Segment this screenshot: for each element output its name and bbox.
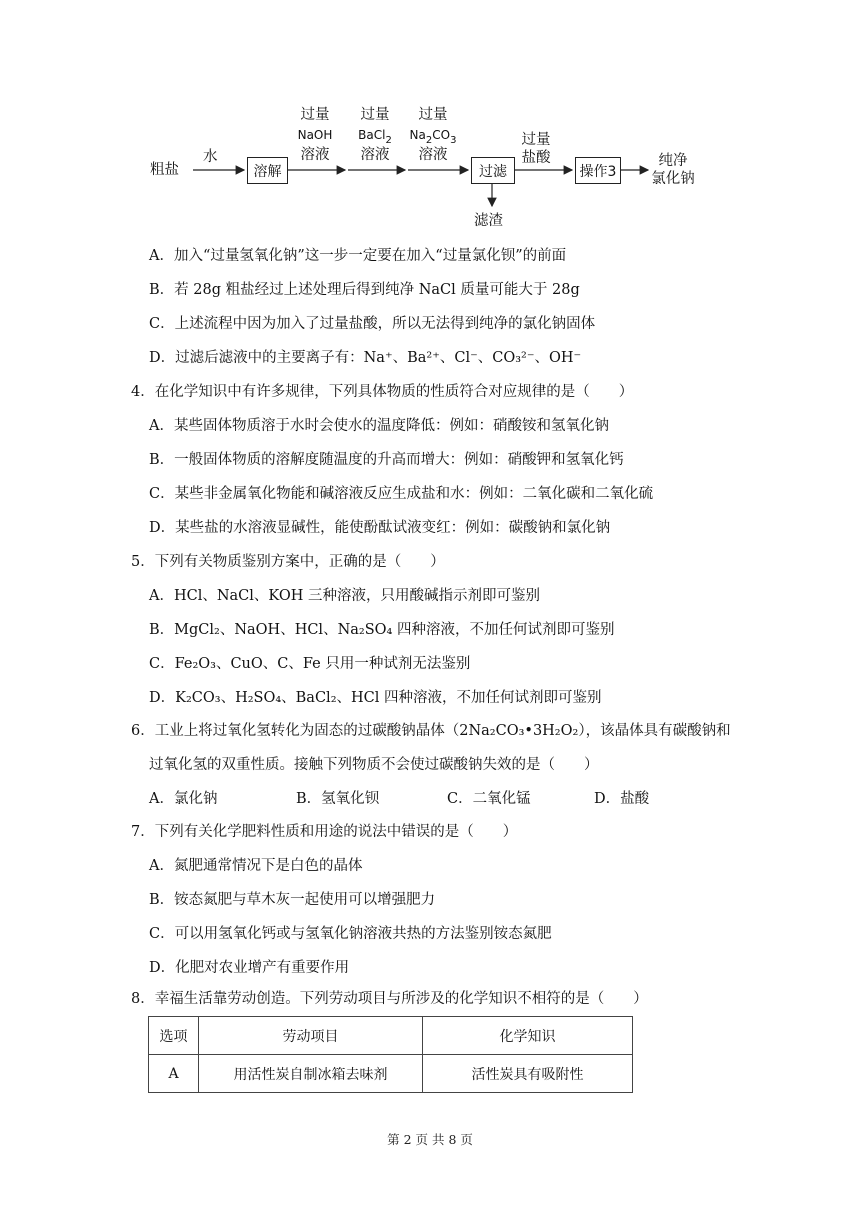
reagent3-line3: 溶液 (418, 147, 448, 163)
q6-option-a: A．氯化钠 (149, 791, 218, 807)
q6-stem-line1: 6．工业上将过氧化氢转化为固态的过碳酸钠晶体（2Na₂CO₃•3H₂O₂），该晶体具有碳酸钠和 (131, 723, 731, 739)
flow-dissolve-label: 溶解 (253, 163, 282, 180)
flow-dissolve-box (247, 157, 288, 184)
q5-option-c: C．Fe₂O₃、CuO、C、Fe 只用一种试剂无法鉴别 (149, 656, 471, 672)
flow-filter-label: 过滤 (479, 163, 507, 180)
flow-water-label: 水 (203, 149, 218, 165)
q4-option-a: A．某些固体物质溶于水时会使水的温度降低：例如：硝酸铵和氢氧化钠 (149, 418, 609, 434)
table-header-knowledge: 化学知识 (423, 1017, 633, 1055)
q4-option-c: C．某些非金属氧化物能和碱溶液反应生成盐和水：例如：二氧化碳和二氧化硫 (149, 486, 654, 502)
reagent3-line1: 过量 (418, 107, 448, 123)
acid-line1: 过量 (521, 132, 551, 148)
q5-option-b: B．MgCl₂、NaOH、HCl、Na₂SO₄ 四种溶液，不加任何试剂即可鉴别 (149, 622, 615, 638)
flow-diagram (0, 0, 860, 245)
q3-option-b: B．若 28g 粗盐经过上述处理后得到纯净 NaCl 质量可能大于 28g (149, 282, 580, 298)
flow-reagent2 (351, 106, 399, 164)
end-line1: 纯净 (658, 153, 688, 169)
q3-option-a: A．加入“过量氢氧化钠”这一步一定要在加入“过量氯化钡”的前面 (149, 248, 567, 264)
reagent1-line3: 溶液 (300, 147, 330, 163)
flow-end (648, 152, 698, 188)
flow-filter-box (471, 157, 515, 184)
flow-acid (516, 131, 556, 167)
flow-start: 粗盐 (150, 162, 179, 178)
table-cell-knowledge: 活性炭具有吸附性 (423, 1055, 633, 1093)
q7-stem: 7．下列有关化学肥料性质和用途的说法中错误的是（ ） (131, 824, 518, 840)
q7-option-c: C．可以用氢氧化钙或与氢氧化钠溶液共热的方法鉴别铵态氮肥 (149, 926, 552, 942)
end-line2: 氯化钠 (651, 171, 695, 187)
flow-op3-box (575, 157, 621, 184)
flow-residue: 滤渣 (474, 213, 503, 229)
reagent2-line3: 溶液 (360, 147, 390, 163)
reagent1-line2: NaOH (297, 128, 333, 142)
flow-op3-label: 操作3 (579, 163, 617, 180)
q8-stem: 8．幸福生活靠劳动创造。下列劳动项目与所涉及的化学知识不相符的是（ ） (131, 991, 648, 1007)
acid-line2: 盐酸 (521, 150, 551, 166)
q7-option-b: B．铵态氮肥与草木灰一起使用可以增强肥力 (149, 892, 436, 908)
q5-stem: 5．下列有关物质鉴别方案中，正确的是（ ） (131, 554, 445, 570)
q5-option-d: D．K₂CO₃、H₂SO₄、BaCl₂、HCl 四种溶液，不加任何试剂即可鉴别 (149, 690, 602, 706)
q6-option-d: D．盐酸 (594, 791, 650, 807)
q6-option-c: C．二氧化锰 (447, 791, 531, 807)
q3-option-d: D．过滤后滤液中的主要离子有：Na⁺、Ba²⁺、Cl⁻、CO₃²⁻、OH⁻ (149, 350, 582, 366)
q6-option-b: B．氢氧化钡 (296, 791, 380, 807)
flow-reagent3 (405, 106, 461, 164)
table-header-option: 选项 (149, 1017, 199, 1055)
table-header-row (149, 1017, 633, 1055)
page-footer: 第 2 页 共 8 页 (387, 1132, 473, 1147)
table-cell-labor: 用活性炭自制冰箱去味剂 (199, 1055, 423, 1093)
q8-table (148, 1016, 633, 1093)
table-row (149, 1055, 633, 1093)
q4-option-b: B．一般固体物质的溶解度随温度的升高而增大：例如：硝酸钾和氢氧化钙 (149, 452, 624, 468)
reagent2-line2: BaCl$_2$ (358, 128, 392, 146)
reagent2-line1: 过量 (360, 107, 390, 123)
reagent3-line2: $Na_2CO_3$ (409, 128, 457, 146)
q3-option-c: C．上述流程中因为加入了过量盐酸，所以无法得到纯净的氯化钠固体 (149, 316, 596, 332)
table-cell-option: A (149, 1055, 199, 1093)
reagent1-line1: 过量 (300, 107, 330, 123)
table-header-labor: 劳动项目 (199, 1017, 423, 1055)
q4-stem: 4．在化学知识中有许多规律，下列具体物质的性质符合对应规律的是（ ） (131, 384, 634, 400)
q7-option-a: A．氮肥通常情况下是白色的晶体 (149, 858, 363, 874)
q6-stem-line2: 过氧化氢的双重性质。接触下列物质不会使过碳酸钠失效的是（ ） (149, 757, 599, 773)
q4-option-d: D．某些盐的水溶液显碱性，能使酚酞试液变红：例如：碳酸钠和氯化钠 (149, 520, 611, 536)
flow-reagent1 (290, 106, 340, 164)
q5-option-a: A．HCl、NaCl、KOH 三种溶液，只用酸碱指示剂即可鉴别 (149, 588, 540, 604)
q7-option-d: D．化肥对农业增产有重要作用 (149, 960, 350, 976)
